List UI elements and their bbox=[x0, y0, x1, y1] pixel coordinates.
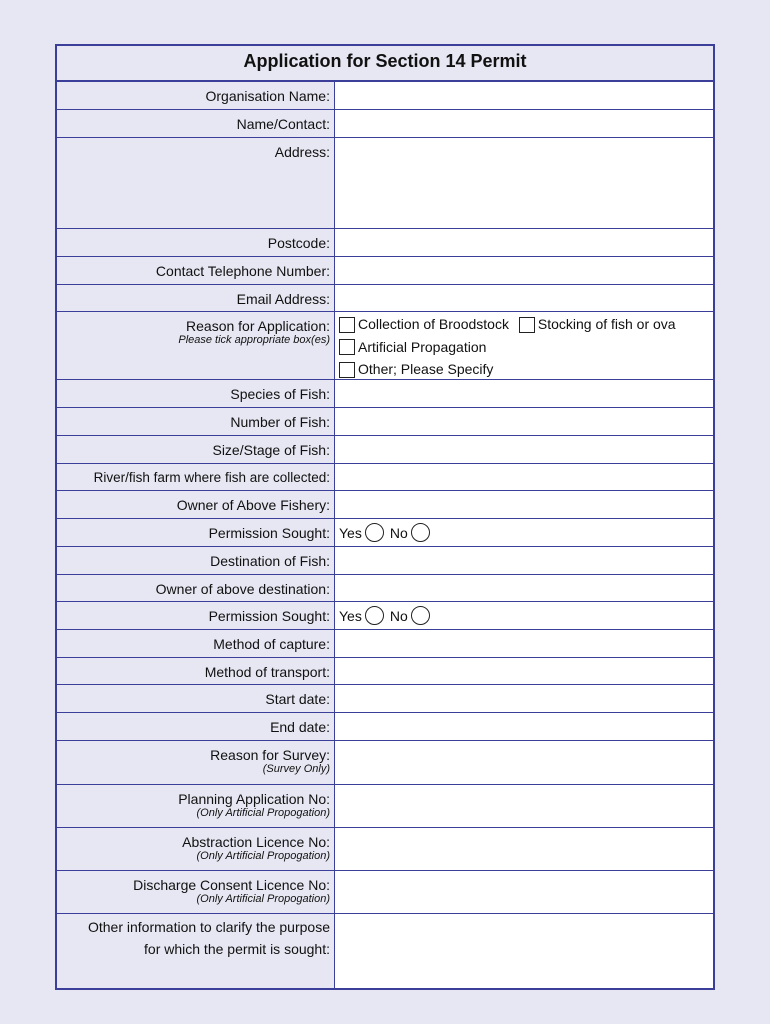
method-transport-label: Method of transport: bbox=[204, 664, 330, 680]
row-permission-1 bbox=[57, 519, 713, 547]
row-start-date bbox=[57, 685, 713, 713]
permission-1-yes-label: Yes bbox=[339, 524, 362, 541]
abstraction-label-block bbox=[57, 828, 334, 870]
permission-2-no-radio[interactable] bbox=[411, 606, 430, 625]
postcode-input[interactable] bbox=[334, 229, 713, 256]
owner-fishery-label: Owner of Above Fishery: bbox=[176, 497, 330, 513]
option-other[interactable] bbox=[339, 360, 493, 379]
permission-2-yes-label: Yes bbox=[339, 607, 362, 624]
stocking-label: Stocking of fish or ova bbox=[537, 316, 676, 332]
start-date-input[interactable] bbox=[334, 685, 713, 712]
reason-options bbox=[334, 312, 713, 379]
stocking-checkbox[interactable] bbox=[519, 317, 535, 333]
row-species bbox=[57, 380, 713, 408]
discharge-sub: (Only Artificial Propogation) bbox=[196, 893, 330, 905]
reason-survey-label-block bbox=[57, 741, 334, 784]
other-label: Other; Please Specify bbox=[358, 361, 494, 377]
permission-2-yes-radio[interactable] bbox=[365, 606, 384, 625]
start-date-label: Start date: bbox=[265, 691, 330, 707]
row-name-contact bbox=[57, 110, 713, 138]
owner-fishery-input[interactable] bbox=[334, 491, 713, 518]
row-discharge bbox=[57, 871, 713, 914]
row-telephone bbox=[57, 257, 713, 285]
destination-input[interactable] bbox=[334, 547, 713, 574]
telephone-label: Contact Telephone Number: bbox=[155, 263, 330, 279]
size-stage-label: Size/Stage of Fish: bbox=[212, 442, 330, 458]
permission-2-no-label: No bbox=[389, 607, 408, 624]
row-permission-2 bbox=[57, 602, 713, 630]
abstraction-label: Abstraction Licence No: bbox=[182, 834, 330, 850]
row-email bbox=[57, 285, 713, 312]
option-propagation[interactable] bbox=[339, 338, 486, 357]
row-method-transport bbox=[57, 658, 713, 685]
propagation-checkbox[interactable] bbox=[339, 339, 355, 355]
reason-label-sub: Please tick appropriate box(es) bbox=[178, 334, 330, 346]
name-contact-label: Name/Contact: bbox=[236, 116, 330, 132]
row-abstraction bbox=[57, 828, 713, 871]
row-river-farm bbox=[57, 464, 713, 491]
size-stage-input[interactable] bbox=[334, 436, 713, 463]
species-input[interactable] bbox=[334, 380, 713, 407]
discharge-label-block bbox=[57, 871, 334, 913]
form-title: Application for Section 14 Permit bbox=[57, 46, 713, 82]
other-info-label-line1: Other information to clarify the purpose bbox=[87, 919, 330, 935]
row-address bbox=[57, 138, 713, 229]
permission-1-no-radio[interactable] bbox=[411, 523, 430, 542]
postcode-label: Postcode: bbox=[267, 235, 330, 251]
owner-destination-label: Owner of above destination: bbox=[155, 581, 330, 597]
permission-2-field bbox=[334, 602, 713, 629]
row-size-stage bbox=[57, 436, 713, 464]
planning-app-label-block bbox=[57, 785, 334, 827]
reason-survey-label: Reason for Survey: bbox=[210, 747, 330, 763]
other-info-input[interactable] bbox=[334, 914, 713, 988]
email-input[interactable] bbox=[334, 285, 713, 311]
permission-1-field bbox=[334, 519, 713, 546]
reason-label-text: Reason for Application: bbox=[186, 318, 330, 334]
reason-survey-sub: (Survey Only) bbox=[262, 763, 330, 775]
row-planning-app bbox=[57, 785, 713, 828]
organisation-label: Organisation Name: bbox=[205, 88, 330, 104]
broodstock-checkbox[interactable] bbox=[339, 317, 355, 333]
propagation-label: Artificial Propagation bbox=[358, 338, 487, 355]
reason-label bbox=[57, 312, 334, 379]
permission-2-label: Permission Sought: bbox=[208, 608, 330, 624]
row-end-date bbox=[57, 713, 713, 741]
method-transport-input[interactable] bbox=[334, 658, 713, 684]
number-input[interactable] bbox=[334, 408, 713, 435]
permission-1-no-label: No bbox=[389, 524, 408, 541]
planning-app-input[interactable] bbox=[334, 785, 713, 827]
planning-app-label: Planning Application No: bbox=[178, 791, 330, 807]
other-info-label-line2: for which the permit is sought: bbox=[144, 941, 330, 957]
email-label: Email Address: bbox=[236, 291, 330, 307]
name-contact-input[interactable] bbox=[334, 110, 713, 137]
species-label: Species of Fish: bbox=[230, 386, 330, 402]
broodstock-label: Collection of Broodstock bbox=[358, 316, 509, 332]
abstraction-input[interactable] bbox=[334, 828, 713, 870]
option-stocking[interactable] bbox=[519, 315, 676, 334]
permit-form bbox=[55, 44, 715, 990]
row-number bbox=[57, 408, 713, 436]
planning-app-sub: (Only Artificial Propogation) bbox=[196, 807, 330, 819]
river-farm-input[interactable] bbox=[334, 464, 713, 490]
row-other-info bbox=[57, 914, 713, 988]
row-owner-fishery bbox=[57, 491, 713, 519]
number-label: Number of Fish: bbox=[230, 414, 330, 430]
row-postcode bbox=[57, 229, 713, 257]
other-checkbox[interactable] bbox=[339, 362, 355, 378]
abstraction-sub: (Only Artificial Propogation) bbox=[196, 850, 330, 862]
reason-survey-input[interactable] bbox=[334, 741, 713, 784]
end-date-label: End date: bbox=[270, 719, 330, 735]
method-capture-input[interactable] bbox=[334, 630, 713, 657]
owner-destination-input[interactable] bbox=[334, 575, 713, 601]
permission-1-label: Permission Sought: bbox=[208, 525, 330, 541]
end-date-input[interactable] bbox=[334, 713, 713, 740]
destination-label: Destination of Fish: bbox=[210, 553, 330, 569]
discharge-input[interactable] bbox=[334, 871, 713, 913]
permission-1-yes-radio[interactable] bbox=[365, 523, 384, 542]
option-broodstock[interactable] bbox=[339, 315, 509, 334]
row-destination bbox=[57, 547, 713, 575]
address-input[interactable] bbox=[334, 138, 713, 228]
row-method-capture bbox=[57, 630, 713, 658]
row-owner-destination bbox=[57, 575, 713, 602]
discharge-label: Discharge Consent Licence No: bbox=[133, 877, 330, 893]
organisation-input[interactable] bbox=[334, 82, 713, 109]
row-reason-survey bbox=[57, 741, 713, 785]
other-info-label-block bbox=[57, 914, 334, 988]
row-organisation bbox=[57, 82, 713, 110]
method-capture-label: Method of capture: bbox=[213, 636, 330, 652]
river-farm-label: River/fish farm where fish are collected: bbox=[93, 470, 330, 485]
address-label: Address: bbox=[274, 144, 330, 160]
row-reason bbox=[57, 312, 713, 380]
telephone-input[interactable] bbox=[334, 257, 713, 284]
